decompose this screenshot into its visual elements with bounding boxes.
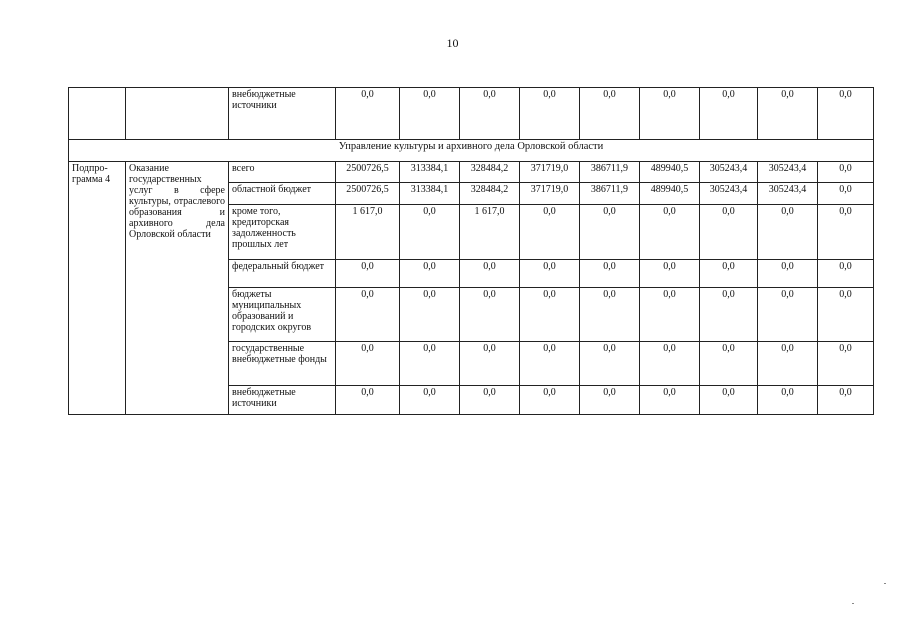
section-row xyxy=(69,140,874,162)
section-title: Управление культуры и архивного дела Орловской области xyxy=(69,140,874,162)
value-cell: 0,0 xyxy=(758,342,818,386)
value-cell: 0,0 xyxy=(336,288,400,342)
value-cell: 305243,4 xyxy=(758,183,818,205)
value-cell: 0,0 xyxy=(640,205,700,260)
value-cell: 305243,4 xyxy=(700,183,758,205)
value-cell: 0,0 xyxy=(758,288,818,342)
value-cell: 0,0 xyxy=(580,88,640,140)
value-cell: 0,0 xyxy=(460,260,520,288)
value-cell: 371719,0 xyxy=(520,162,580,183)
scan-speck xyxy=(884,583,886,584)
value-cell: 0,0 xyxy=(580,205,640,260)
value-cell: 0,0 xyxy=(460,288,520,342)
value-cell: 0,0 xyxy=(520,205,580,260)
value-cell: 0,0 xyxy=(758,88,818,140)
value-cell: 305243,4 xyxy=(758,162,818,183)
value-cell: 0,0 xyxy=(758,260,818,288)
value-cell: 328484,2 xyxy=(460,162,520,183)
value-cell: 386711,9 xyxy=(580,162,640,183)
value-cell: 0,0 xyxy=(700,288,758,342)
value-cell: 2500726,5 xyxy=(336,162,400,183)
value-cell: 305243,4 xyxy=(700,162,758,183)
value-cell: 0,0 xyxy=(758,205,818,260)
source-cell: внебюджетные источники xyxy=(229,88,336,140)
value-cell: 0,0 xyxy=(700,386,758,415)
value-cell: 371719,0 xyxy=(520,183,580,205)
value-cell: 0,0 xyxy=(818,288,874,342)
table-row xyxy=(69,162,874,183)
value-cell: 313384,1 xyxy=(400,183,460,205)
value-cell: 0,0 xyxy=(400,260,460,288)
source-cell: внебюджетные источники xyxy=(229,386,336,415)
value-cell: 1 617,0 xyxy=(336,205,400,260)
value-cell: 0,0 xyxy=(460,88,520,140)
value-cell: 489940,5 xyxy=(640,183,700,205)
value-cell: 0,0 xyxy=(460,342,520,386)
value-cell: 0,0 xyxy=(580,386,640,415)
value-cell: 0,0 xyxy=(640,386,700,415)
value-cell: 0,0 xyxy=(758,386,818,415)
value-cell: 0,0 xyxy=(400,88,460,140)
value-cell: 0,0 xyxy=(700,205,758,260)
value-cell: 0,0 xyxy=(336,342,400,386)
value-cell: 0,0 xyxy=(640,288,700,342)
value-cell: 0,0 xyxy=(700,342,758,386)
value-cell: 0,0 xyxy=(580,288,640,342)
value-cell: 2500726,5 xyxy=(336,183,400,205)
subprogram-label: Подпро- грамма 4 xyxy=(69,162,126,415)
source-cell: федеральный бюджет xyxy=(229,260,336,288)
source-cell: кроме того, кредиторская задолженность прошлых лет xyxy=(229,205,336,260)
source-cell: областной бюджет xyxy=(229,183,336,205)
scan-speck xyxy=(852,603,854,604)
value-cell: 0,0 xyxy=(700,260,758,288)
value-cell: 0,0 xyxy=(520,386,580,415)
value-cell: 0,0 xyxy=(520,342,580,386)
value-cell: 0,0 xyxy=(336,88,400,140)
value-cell: 0,0 xyxy=(818,162,874,183)
value-cell: 0,0 xyxy=(520,260,580,288)
value-cell: 0,0 xyxy=(520,288,580,342)
table-row xyxy=(69,88,874,140)
value-cell: 1 617,0 xyxy=(460,205,520,260)
value-cell: 0,0 xyxy=(818,386,874,415)
value-cell: 0,0 xyxy=(640,342,700,386)
empty-cell xyxy=(69,88,126,140)
value-cell: 0,0 xyxy=(520,88,580,140)
value-cell: 313384,1 xyxy=(400,162,460,183)
page-number: 10 xyxy=(446,36,459,50)
value-cell: 328484,2 xyxy=(460,183,520,205)
source-cell: бюджеты муниципальных образований и городских округов xyxy=(229,288,336,342)
budget-table xyxy=(68,87,874,415)
subprogram-description: Оказание государственных услуг в сфере культуры, отраслевого образования и архивного дела Орловской области xyxy=(126,162,229,415)
value-cell: 0,0 xyxy=(336,386,400,415)
value-cell: 0,0 xyxy=(400,386,460,415)
value-cell: 489940,5 xyxy=(640,162,700,183)
value-cell: 0,0 xyxy=(400,288,460,342)
value-cell: 0,0 xyxy=(400,342,460,386)
value-cell: 0,0 xyxy=(580,342,640,386)
value-cell: 0,0 xyxy=(818,88,874,140)
empty-cell xyxy=(126,88,229,140)
value-cell: 386711,9 xyxy=(580,183,640,205)
value-cell: 0,0 xyxy=(700,88,758,140)
value-cell: 0,0 xyxy=(818,342,874,386)
source-cell: всего xyxy=(229,162,336,183)
source-cell: государственные внебюджетные фонды xyxy=(229,342,336,386)
value-cell: 0,0 xyxy=(818,183,874,205)
value-cell: 0,0 xyxy=(400,205,460,260)
value-cell: 0,0 xyxy=(640,88,700,140)
value-cell: 0,0 xyxy=(640,260,700,288)
value-cell: 0,0 xyxy=(460,386,520,415)
value-cell: 0,0 xyxy=(818,205,874,260)
value-cell: 0,0 xyxy=(336,260,400,288)
value-cell: 0,0 xyxy=(580,260,640,288)
value-cell: 0,0 xyxy=(818,260,874,288)
